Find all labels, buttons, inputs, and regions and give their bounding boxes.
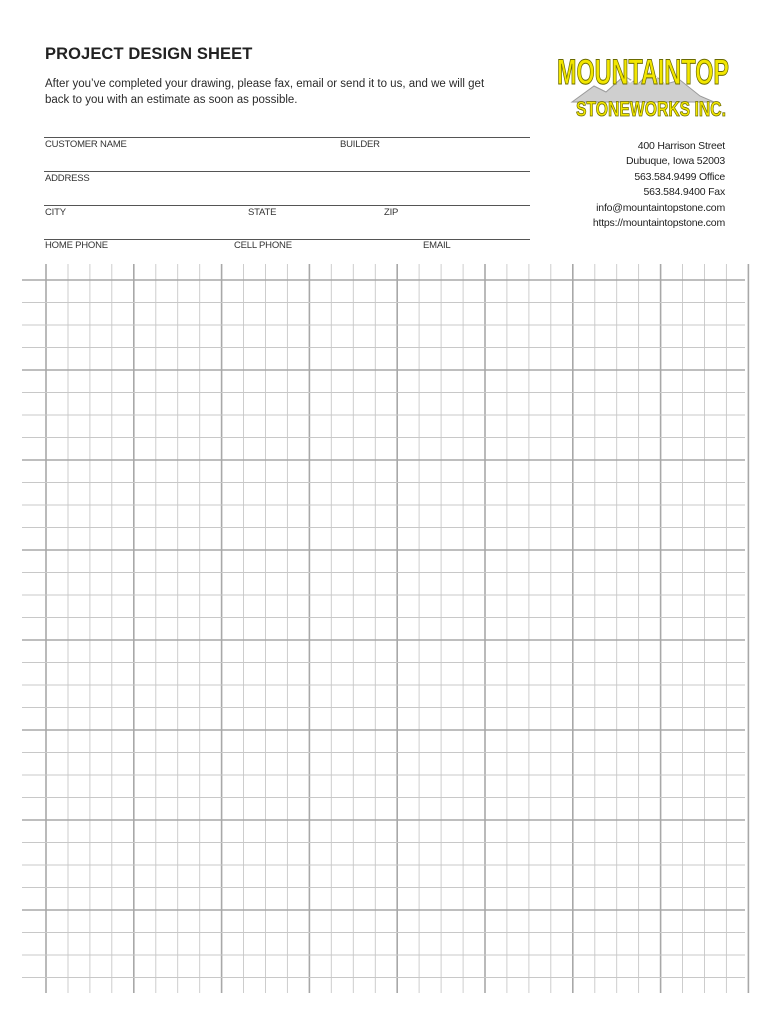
contact-city-state: Dubuque, Iowa 52003 [626,155,725,168]
home-phone-label: HOME PHONE [45,240,108,251]
contact-website[interactable]: https://mountaintopstone.com [592,217,725,230]
logo-line-2: STONEWORKS INC. [576,98,726,121]
contact-street: 400 Harrison Street [637,140,725,152]
address-label: ADDRESS [45,173,90,184]
contact-office-phone: 563.584.9499 Office [634,170,725,183]
customer-name-label: CUSTOMER NAME [45,139,127,150]
contact-fax: 563.584.9400 Fax [643,186,725,199]
state-label: STATE [248,207,277,218]
page-title: PROJECT DESIGN SHEET [45,45,253,63]
zip-label: ZIP [384,207,399,218]
email-label: EMAIL [423,240,451,251]
cell-phone-label: CELL PHONE [234,240,292,251]
builder-label: BUILDER [340,139,380,150]
logo-line-1: MOUNTAINTOP [557,53,729,92]
city-label: CITY [45,207,66,218]
contact-email[interactable]: info@mountaintopstone.com [596,201,725,214]
intro-line-2: back to you with an estimate as soon as possible. [45,93,298,106]
intro-line-1: After you’ve completed your drawing, please fax, email or send it to us, and we will get [45,78,485,90]
